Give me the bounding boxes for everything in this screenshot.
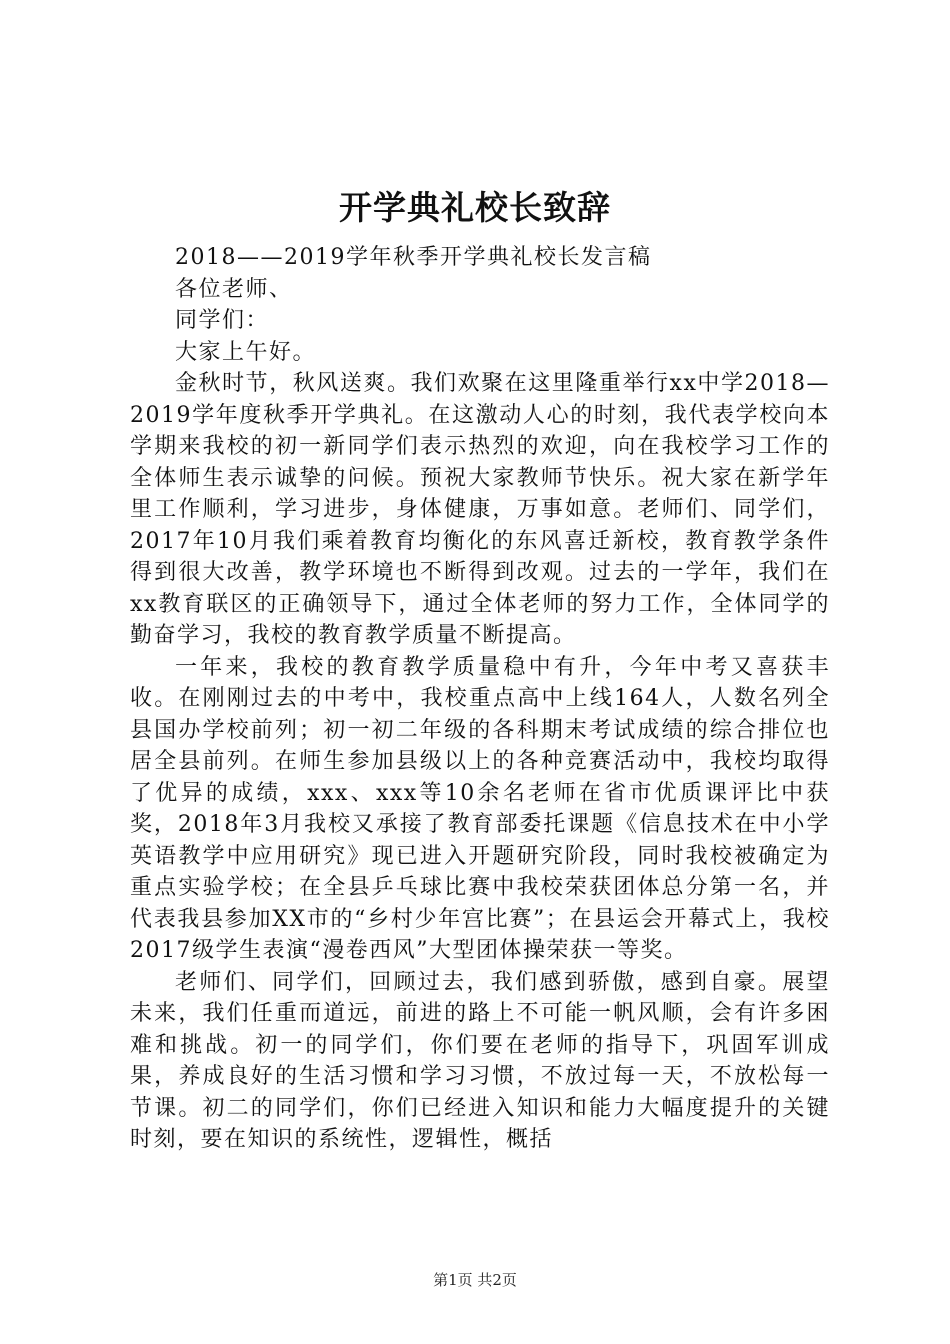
document-title: 开学典礼校长致辞 [339,188,611,227]
subtitle-line: 2018——2019学年秋季开学典礼校长发言稿 [175,245,652,270]
greeting-line: 大家上午好。 [175,339,317,365]
page-number-footer: 第1页 共2页 [433,1271,517,1289]
salutation-teachers: 各位老师、 [175,276,293,302]
paragraph-2: 一年来，我校的教育教学质量稳中有升，今年中考又喜获丰收。在刚刚过去的中考中，我校重点高中上线164人，人数名列全县国办学校前列；初一初二年级的各科期末考试成绩的综合排位也居全县前列。在师生参加县级以上的各种竞赛活动中，我校均取得了优异的成绩，xxx、xxx等10余名老师在省市优质课评比中获奖，2018年3月我校又承接了教育部委托课题《信息技术在中小学英语教学中应用研究》现已进入开题研究阶段，同时我校被确定为重点实验学校；在全县乒乓球比赛中我校荣获团体总分第一名，并代表我县参加XX市的“乡村少年宫比赛”；在县运会开幕式上，我校2017级学生表演“漫卷西风”大型团体操荣获一等奖。 [130,654,830,963]
salutation-students: 同学们： [175,308,270,333]
document-body [130,242,830,1156]
paragraph-1: 金秋时节，秋风送爽。我们欢聚在这里隆重举行xx中学2018—2019学年度秋季开学典礼。在这激动人心的时刻，我代表学校向本学期来我校的初一新同学们表示热烈的欢迎，向在我校学习工作的全体师生表示诚挚的问候。预祝大家教师节快乐。祝大家在新学年里工作顺利，学习进步，身体健康，万事如意。老师们、同学们，2017年10月我们乘着教育均衡化的东风喜迁新校，教育教学条件得到很大改善，教学环境也不断得到改观。过去的一学年，我们在xx教育联区的正确领导下，通过全体老师的努力工作，全体同学的勤奋学习，我校的教育教学质量不断提高。 [130,371,830,648]
paragraph-3: 老师们、同学们，回顾过去，我们感到骄傲，感到自豪。展望未来，我们任重而道远，前进的路上不可能一帆风顺，会有许多困难和挑战。初一的同学们，你们要在老师的指导下，巩固军训成果，养成良好的生活习惯和学习习惯，不放过每一天，不放松每一节课。初二的同学们，你们已经进入知识和能力大幅度提升的关键时刻，要在知识的系统性，逻辑性，概括 [130,969,830,1152]
